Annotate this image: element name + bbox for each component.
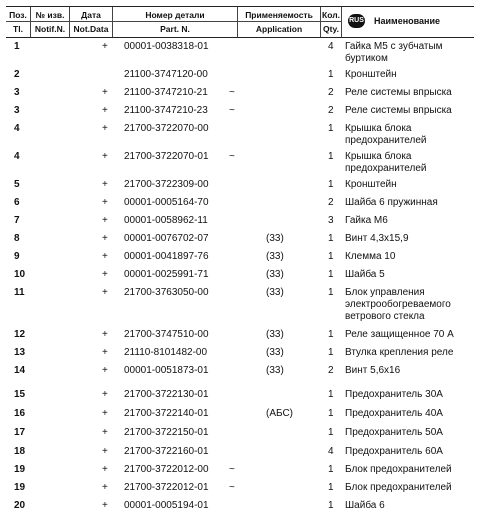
- cell-name: Реле защищенное 70 А: [345, 329, 454, 340]
- cell-part: 21700-3722160-01: [124, 446, 209, 457]
- cell-plus: +: [102, 287, 108, 298]
- cell-plus: +: [102, 482, 108, 493]
- cell-name: Клемма 10: [345, 251, 396, 262]
- table-row: [6, 477, 474, 495]
- cell-tilde: ~: [229, 464, 235, 475]
- cell-plus: +: [102, 329, 108, 340]
- cell-pos: 17: [14, 427, 26, 438]
- cell-pos: 3: [14, 105, 20, 116]
- cell-pos: 5: [14, 179, 20, 190]
- cell-qty: 1: [328, 464, 334, 475]
- cell-part: 21100-3747210-21: [124, 87, 208, 98]
- cell-qty: 1: [328, 482, 334, 493]
- header-part-en: Part. N.: [160, 24, 190, 34]
- cell-plus: +: [102, 233, 108, 244]
- header-name: [342, 7, 474, 37]
- cell-name: Шайба 6 пружинная: [345, 197, 438, 208]
- cell-pos: 19: [14, 464, 26, 475]
- table-row: [6, 422, 474, 441]
- cell-name: Предохранитель 60А: [345, 446, 443, 457]
- cell-plus: +: [102, 347, 108, 358]
- parts-table-body: [6, 36, 474, 512]
- cell-pos: 18: [14, 446, 26, 457]
- cell-part: 21700-3722012-00: [124, 464, 209, 475]
- header-pos: [6, 7, 31, 37]
- cell-pos: 8: [14, 233, 20, 244]
- cell-pos: 6: [14, 197, 20, 208]
- cell-plus: +: [102, 151, 108, 162]
- cell-plus: +: [102, 389, 108, 400]
- cell-qty: 2: [328, 197, 334, 208]
- cell-name: Гайка М6: [345, 215, 388, 226]
- table-row: [6, 36, 474, 64]
- header-date: [70, 7, 113, 37]
- cell-plus: +: [102, 197, 108, 208]
- cell-name: Реле системы впрыска: [345, 87, 452, 98]
- cell-name: Блок предохранителей: [345, 464, 452, 475]
- table-row: [6, 228, 474, 246]
- cell-plus: +: [102, 446, 108, 457]
- cell-name: Реле системы впрыска: [345, 105, 452, 116]
- cell-pos: 7: [14, 215, 20, 226]
- cell-pos: 11: [14, 287, 25, 298]
- cell-part: 00001-0041897-76: [124, 251, 209, 262]
- cell-plus: +: [102, 179, 108, 190]
- table-row: [6, 82, 474, 100]
- cell-qty: 1: [328, 69, 334, 80]
- cell-qty: 3: [328, 215, 334, 226]
- cell-app: (33): [266, 365, 284, 376]
- cell-name: Крышка блока предохранителей: [345, 123, 427, 146]
- table-row: [6, 324, 474, 342]
- cell-part: 21700-3722140-01: [124, 408, 209, 419]
- table-row: [6, 100, 474, 118]
- cell-name: Блок предохранителей: [345, 482, 452, 493]
- cell-qty: 1: [328, 389, 334, 400]
- cell-name: Втулка крепления реле: [345, 347, 454, 358]
- header-pos-en: Tl.: [13, 24, 23, 34]
- cell-part: 21700-3722130-01: [124, 389, 209, 400]
- cell-name: Шайба 5: [345, 269, 385, 280]
- cell-tilde: ~: [229, 482, 235, 493]
- cell-name: Блок управления электрообогреваемого ветрового стекла: [345, 287, 451, 322]
- header-application: [238, 7, 321, 37]
- cell-plus: +: [102, 269, 108, 280]
- cell-qty: 1: [328, 287, 334, 298]
- rus-badge-icon: RUS: [348, 14, 365, 28]
- header-qty: [321, 7, 342, 37]
- cell-pos: 14: [14, 365, 26, 376]
- cell-pos: 9: [14, 251, 20, 262]
- table-row: [6, 282, 474, 324]
- cell-plus: +: [102, 427, 108, 438]
- cell-qty: 4: [328, 446, 334, 457]
- cell-qty: 1: [328, 251, 334, 262]
- cell-app: (33): [266, 269, 284, 280]
- cell-pos: 19: [14, 482, 26, 493]
- cell-pos: 20: [14, 500, 26, 511]
- header-part: [113, 7, 238, 37]
- cell-tilde: ~: [229, 151, 235, 162]
- cell-plus: +: [102, 408, 108, 419]
- cell-plus: +: [102, 123, 108, 134]
- cell-qty: 1: [328, 500, 334, 511]
- cell-qty: 1: [328, 408, 334, 419]
- cell-part: 00001-0025991-71: [124, 269, 209, 280]
- table-row: [6, 118, 474, 146]
- cell-plus: +: [102, 41, 108, 52]
- cell-pos: 4: [14, 151, 20, 162]
- cell-pos: 12: [14, 329, 26, 340]
- cell-part: 21700-3747510-00: [124, 329, 209, 340]
- cell-part: 00001-0005164-70: [124, 197, 209, 208]
- table-row: [6, 210, 474, 228]
- table-row: [6, 342, 474, 360]
- cell-qty: 1: [328, 427, 334, 438]
- cell-plus: +: [102, 500, 108, 511]
- cell-qty: 2: [328, 365, 334, 376]
- cell-name: Кронштейн: [345, 179, 397, 190]
- cell-qty: 1: [328, 151, 334, 162]
- cell-pos: 4: [14, 123, 20, 134]
- header-qty-en: Qty.: [323, 24, 339, 34]
- cell-name: Кронштейн: [345, 69, 397, 80]
- cell-qty: 1: [328, 329, 334, 340]
- cell-app: (33): [266, 233, 284, 244]
- header-app-en: Application: [255, 24, 303, 34]
- cell-name: Предохранитель 40А: [345, 408, 443, 419]
- table-row: [6, 146, 474, 174]
- header-notif: [31, 7, 70, 37]
- cell-plus: +: [102, 365, 108, 376]
- cell-part: 00001-0076702-07: [124, 233, 209, 244]
- cell-plus: +: [102, 87, 108, 98]
- cell-name: Винт 4,3х15,9: [345, 233, 409, 244]
- table-row: [6, 459, 474, 477]
- cell-qty: 2: [328, 105, 334, 116]
- cell-part: 00001-0005194-01: [124, 500, 209, 511]
- cell-qty: 1: [328, 269, 334, 280]
- cell-app: (33): [266, 347, 284, 358]
- table-row: [6, 384, 474, 403]
- cell-part: 21100-3747120-00: [124, 69, 208, 80]
- cell-app: (33): [266, 329, 284, 340]
- header-name-label: Наименование: [374, 16, 441, 26]
- cell-part: 21700-3722070-00: [124, 123, 209, 134]
- cell-qty: 2: [328, 87, 334, 98]
- table-row: [6, 174, 474, 192]
- cell-plus: +: [102, 215, 108, 226]
- header-pos-ru: Поз.: [9, 10, 27, 20]
- header-date-en: Not.Data: [73, 24, 109, 34]
- cell-tilde: ~: [229, 105, 235, 116]
- cell-name: Предохранитель 50А: [345, 427, 443, 438]
- cell-name: Винт 5,6х16: [345, 365, 401, 376]
- cell-name: Шайба 6: [345, 500, 385, 511]
- cell-plus: +: [102, 464, 108, 475]
- cell-part: 21700-3722070-01: [124, 151, 209, 162]
- cell-part: 21700-3722012-01: [124, 482, 209, 493]
- header-part-ru: Номер детали: [145, 10, 205, 20]
- cell-qty: 4: [328, 41, 334, 52]
- cell-part: 00001-0051873-01: [124, 365, 209, 376]
- cell-pos: 13: [14, 347, 26, 358]
- cell-plus: +: [102, 251, 108, 262]
- cell-app: (33): [266, 251, 284, 262]
- header-qty-ru: Кол.: [322, 10, 340, 20]
- table-row: [6, 360, 474, 384]
- cell-name: Крышка блока предохранителей: [345, 151, 427, 174]
- cell-name: Гайка М5 с зубчатым буртиком: [345, 41, 443, 64]
- cell-part: 21110-8101482-00: [124, 347, 208, 358]
- cell-part: 00001-0038318-01: [124, 41, 209, 52]
- table-row: [6, 246, 474, 264]
- cell-pos: 3: [14, 87, 20, 98]
- cell-plus: +: [102, 105, 108, 116]
- cell-pos: 1: [14, 41, 20, 52]
- table-row: [6, 495, 474, 512]
- cell-part: 00001-0058962-11: [124, 215, 208, 226]
- cell-qty: 1: [328, 233, 334, 244]
- header-notif-ru: № изв.: [35, 10, 65, 20]
- cell-name: Предохранитель 30А: [345, 389, 443, 400]
- cell-pos: 10: [14, 269, 26, 280]
- cell-pos: 15: [14, 389, 26, 400]
- cell-qty: 1: [328, 123, 334, 134]
- header-notif-en: Notif.N.: [34, 24, 66, 34]
- cell-qty: 1: [328, 347, 334, 358]
- cell-pos: 16: [14, 408, 26, 419]
- header-date-ru: Дата: [81, 10, 101, 20]
- table-row: [6, 441, 474, 459]
- cell-app: (33): [266, 287, 284, 298]
- cell-part: 21700-3722150-01: [124, 427, 209, 438]
- table-row: [6, 192, 474, 210]
- header-app-ru: Применяемость: [245, 10, 313, 20]
- table-row: [6, 403, 474, 422]
- cell-part: 21700-3763050-00: [124, 287, 209, 298]
- table-header: [6, 6, 474, 38]
- cell-part: 21700-3722309-00: [124, 179, 209, 190]
- table-row: [6, 264, 474, 282]
- cell-qty: 1: [328, 179, 334, 190]
- cell-app: (АБС): [266, 408, 294, 419]
- cell-part: 21100-3747210-23: [124, 105, 208, 116]
- cell-tilde: ~: [229, 87, 235, 98]
- table-row: [6, 64, 474, 82]
- cell-pos: 2: [14, 69, 20, 80]
